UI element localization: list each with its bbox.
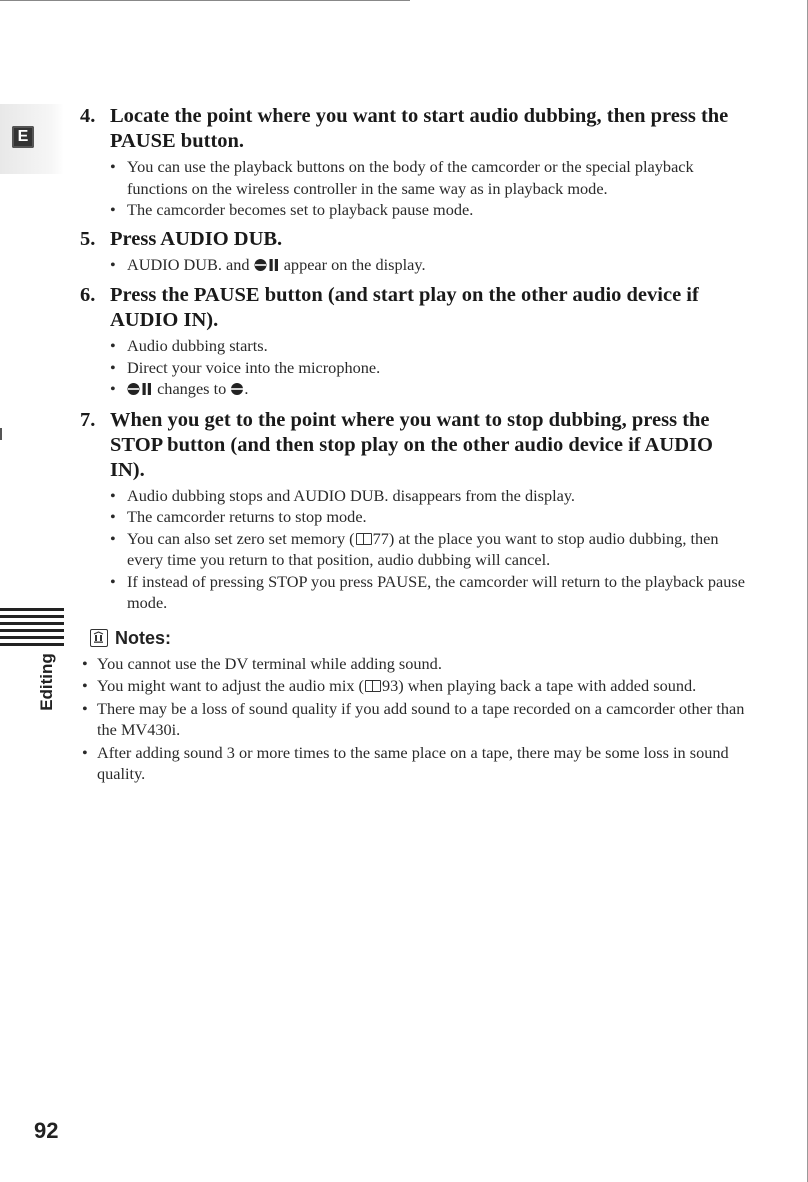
record-pause-icon — [127, 380, 153, 402]
language-badge: E — [12, 126, 34, 148]
step-6 — [80, 283, 752, 402]
step-5-title — [80, 227, 752, 252]
list-item: • You cannot use the DV terminal while adding sound. — [80, 653, 752, 675]
step-4-title — [80, 104, 752, 154]
page-reference: 77) — [372, 528, 395, 548]
list-item-text: You might want to adjust the audio mix ( — [97, 676, 364, 695]
list-item: • The camcorder returns to stop mode. — [110, 506, 752, 528]
language-tab — [0, 104, 64, 174]
list-item: • Audio dubbing stops and AUDIO DUB. disappears from the display. — [110, 485, 752, 507]
step-5-bullets — [80, 254, 752, 278]
list-item: • The camcorder becomes set to playback pause mode. — [110, 199, 752, 221]
list-item — [110, 254, 752, 278]
top-rule — [0, 0, 410, 1]
list-item: • If instead of pressing STOP you press PAUSE, the camcorder will return to the playback pause mode. — [110, 571, 752, 614]
list-item-text: at the place you want to stop audio dubbing, then every time you return to that position, audio dubbing will cancel. — [127, 528, 719, 569]
record-icon — [230, 380, 244, 402]
list-item-text: appear on the display. — [283, 254, 426, 274]
notes-icon — [90, 629, 108, 647]
book-reference-icon — [356, 533, 372, 545]
step-heading: Press the PAUSE button (and start play on the other audio device if AUDIO IN). — [110, 284, 699, 331]
section-bars — [0, 608, 64, 650]
page-content — [80, 104, 752, 786]
step-4 — [80, 104, 752, 221]
page-reference: 93) — [381, 676, 404, 695]
list-item-text: You can also set zero set memory ( — [127, 528, 355, 548]
step-number: 4. — [80, 105, 96, 127]
step-heading: Locate the point where you want to start audio dubbing, then press the PAUSE button. — [110, 105, 729, 152]
list-item — [80, 675, 752, 697]
step-4-bullets — [80, 156, 752, 221]
step-7-bullets — [80, 485, 752, 614]
notes-list — [80, 653, 752, 785]
list-item-text: . — [244, 379, 249, 398]
step-7 — [80, 408, 752, 614]
record-pause-icon — [254, 256, 280, 278]
list-item: • Audio dubbing starts. — [110, 335, 752, 357]
step-6-bullets — [80, 335, 752, 402]
page-number: 92 — [34, 1118, 59, 1143]
list-item: • Direct your voice into the microphone. — [110, 357, 752, 379]
step-7-title — [80, 408, 752, 483]
step-number: 5. — [80, 227, 96, 250]
step-heading: Press AUDIO DUB. — [110, 227, 283, 250]
notes-header — [80, 628, 752, 649]
list-item: • There may be a loss of sound quality if you add sound to a tape recorded on a camcorder other than the MV430i. — [80, 698, 752, 741]
margin-tick — [0, 428, 2, 440]
list-item-text: AUDIO DUB. and — [127, 254, 250, 274]
notes-section — [80, 628, 752, 785]
list-item — [110, 378, 752, 402]
list-item — [110, 528, 752, 571]
step-5 — [80, 227, 752, 278]
list-item: • You can use the playback buttons on the body of the camcorder or the special playback functions on the wireless controller in the same way as in playback mode. — [110, 156, 752, 199]
section-label: Editing — [37, 653, 56, 711]
step-number: 7. — [80, 408, 96, 431]
step-heading: When you get to the point where you want to stop dubbing, press the STOP button (and then stop play on the other audio device if AUDIO IN). — [110, 408, 713, 481]
list-item-text: changes to — [157, 379, 227, 398]
book-reference-icon — [365, 680, 381, 692]
list-item: • After adding sound 3 or more times to the same place on a tape, there may be some loss in sound quality. — [80, 742, 752, 785]
step-number: 6. — [80, 284, 96, 306]
step-6-title — [80, 283, 752, 333]
notes-title: Notes: — [115, 627, 172, 648]
list-item-text: when playing back a tape with added sound. — [403, 676, 697, 695]
